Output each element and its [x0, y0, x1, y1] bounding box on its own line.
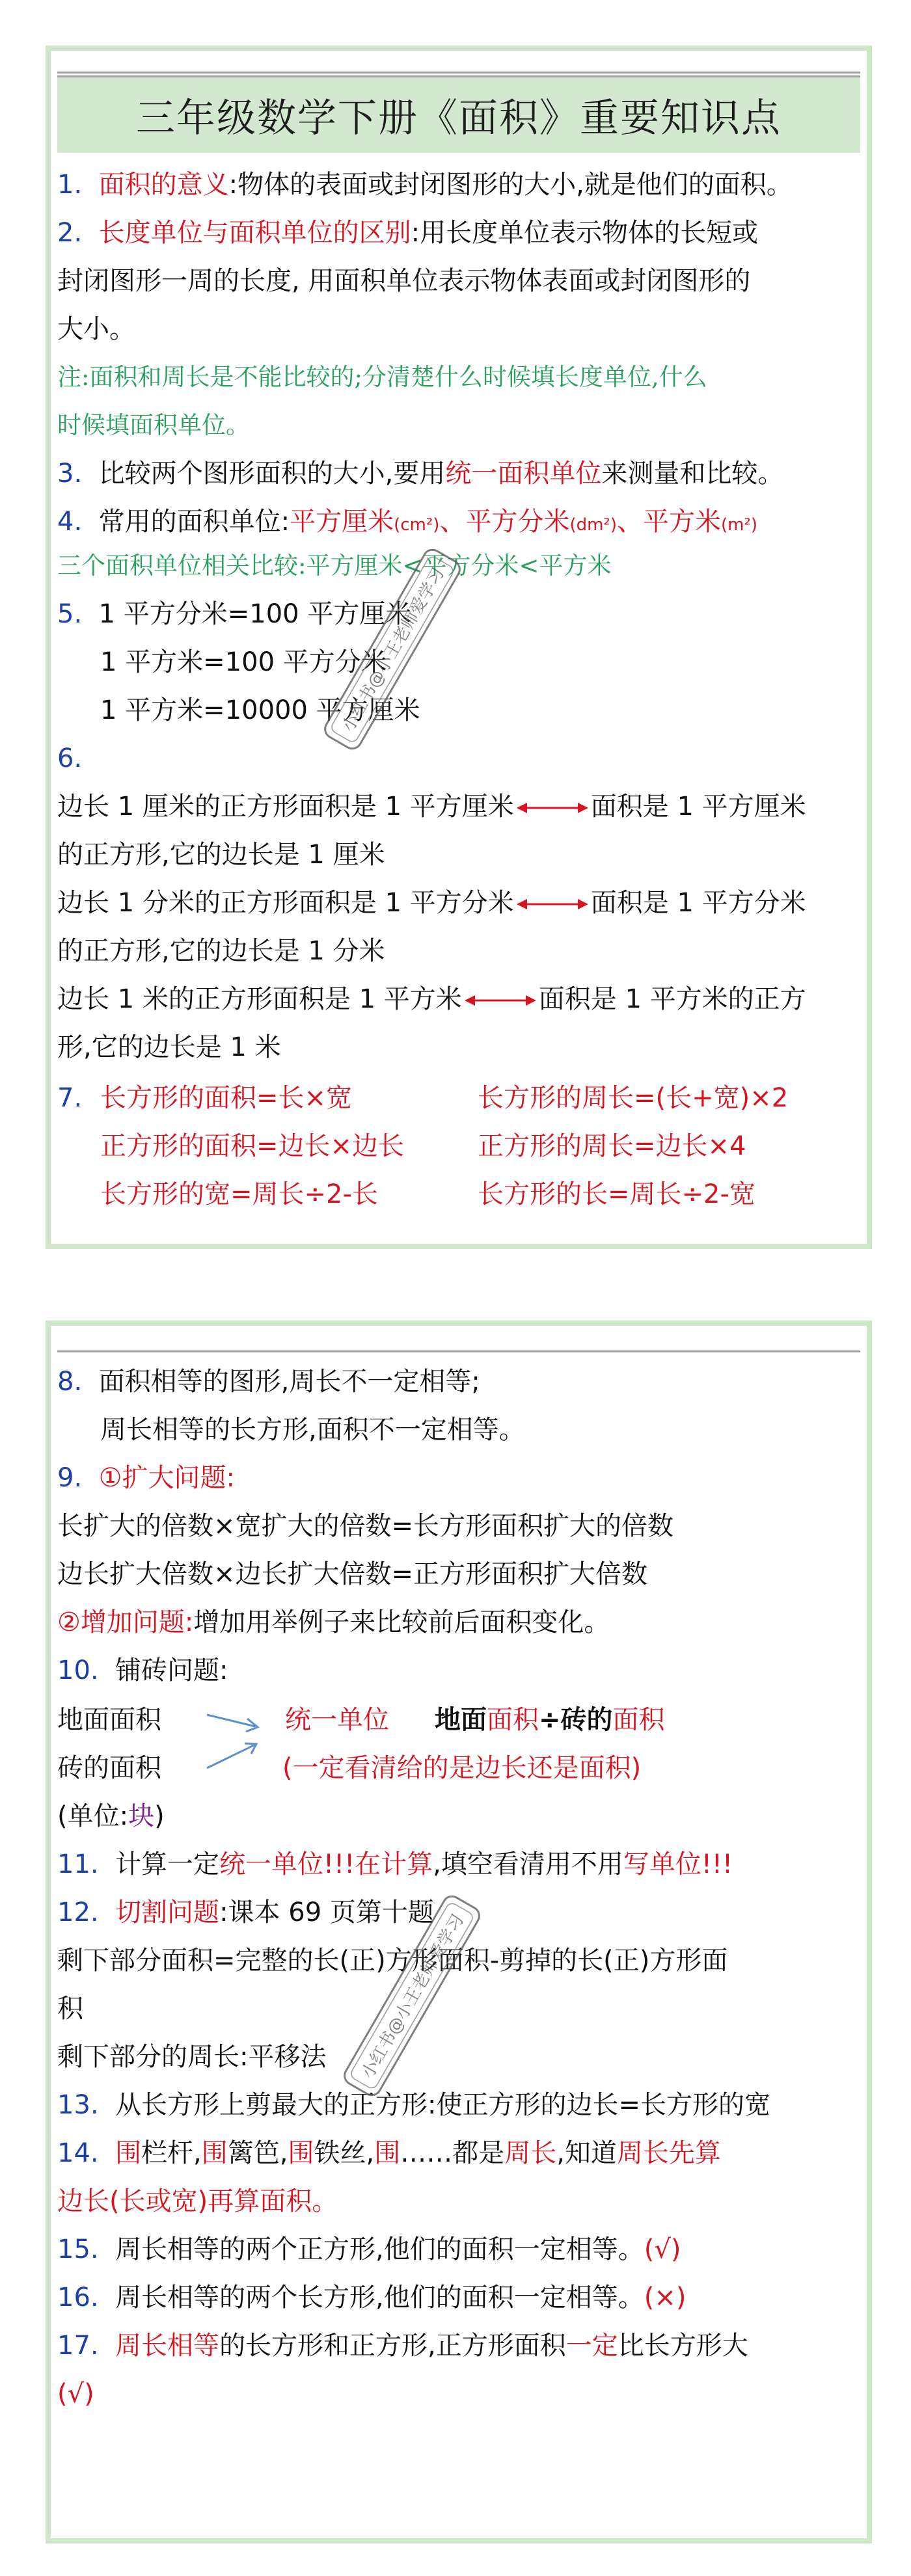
item-5-line-3: 1 平方米=10000 平方厘米 — [100, 695, 420, 725]
item-14-line-2: 边长(长或宽)再算面积。 — [57, 2186, 338, 2216]
item-1: 1. 面积的意义:物体的表面或封闭图形的大小,就是他们的面积。 — [57, 170, 793, 200]
item-9-line-3: ②增加问题:增加用举例子来比较前后面积变化。 — [57, 1607, 610, 1637]
item-13: 13. 从长方形上剪最大的正方形:使正方形的边长=长方形的宽 — [57, 2090, 771, 2120]
item-12-line-3: 剩下部分的周长:平移法 — [57, 2042, 327, 2072]
note-line-1: 注:面积和周长是不能比较的;分清楚什么时候填长度单位,什么 — [57, 363, 707, 391]
item-2: 2. 长度单位与面积单位的区别:用长度单位表示物体的长短或 — [57, 218, 759, 248]
brick-unit-note: (单位:块) — [57, 1801, 165, 1831]
item-17: 17. 周长相等的长方形和正方形,正方形面积一定比长方形大 — [57, 2331, 748, 2361]
item-6-row-3: 边长 1 米的正方形面积是 1 平方米 面积是 1 平方米的正方 — [57, 984, 806, 1014]
watermark-stamp-2 — [331, 1872, 493, 2119]
item-5-line-2: 1 平方米=100 平方分米 — [100, 647, 387, 677]
item-8-line-2: 周长相等的长方形,面积不一定相等。 — [100, 1415, 525, 1445]
item-11: 11. 计算一定统一单位!!!在计算,填空看清用不用写单位!!! — [57, 1849, 733, 1879]
item-6-row-1: 边长 1 厘米的正方形面积是 1 平方厘米 面积是 1 平方厘米 — [57, 792, 806, 822]
formula-square-area: 正方形的面积=边长×边长 — [100, 1131, 405, 1161]
page-title: 三年级数学下册《面积》重要知识点 — [57, 75, 860, 153]
check-side-or-area-note: (一定看清给的是边长还是面积) — [282, 1753, 642, 1783]
floor-area-label: 地面面积 — [57, 1705, 161, 1735]
item-8: 8. 面积相等的图形,周长不一定相等; — [57, 1367, 480, 1397]
item-9: 9. ①扩大问题: — [57, 1463, 235, 1493]
double-arrow-icon — [517, 896, 588, 912]
notes-card-1 — [46, 46, 872, 1249]
item-3: 3. 比较两个图形面积的大小,要用统一面积单位来测量和比较。 — [57, 459, 784, 489]
svg-text:小红书@小王老师爱学习: 小红书@小王老师爱学习 — [338, 564, 449, 736]
title-top-rule — [57, 72, 860, 74]
item-16: 16. 周长相等的两个长方形,他们的面积一定相等。(×) — [57, 2283, 687, 2313]
item-9-line-2: 边长扩大倍数×边长扩大倍数=正方形面积扩大倍数 — [57, 1559, 648, 1589]
unit-comparison: 三个面积单位相关比较:平方厘米<平方分米<平方米 — [57, 552, 612, 580]
item-12-line-1: 剩下部分面积=完整的长(正)方形面积-剪掉的长(正)方形面 — [57, 1946, 728, 1976]
item-2-line-2: 封闭图形一周的长度, 用面积单位表示物体表面或封闭图形的 — [57, 266, 751, 296]
item-2-line-3: 大小。 — [57, 314, 135, 344]
item-4: 4. 常用的面积单位:平方厘米(cm²)、平方分米(dm²)、平方米(m²) — [57, 507, 758, 537]
item-12-line-2: 积 — [57, 1994, 83, 2024]
formula-rect-width: 长方形的宽=周长÷2-长 — [100, 1179, 378, 1209]
arrow-right-down-icon — [204, 1710, 263, 1736]
svg-text:小红书@小王老师爱学习: 小红书@小王老师爱学习 — [358, 1911, 469, 2082]
brick-formula: 地面面积÷砖的面积 — [435, 1705, 665, 1735]
formula-rect-area: 长方形的面积=长×宽 — [100, 1083, 353, 1113]
item-6-row-3-cont: 形,它的边长是 1 米 — [57, 1032, 281, 1062]
brick-area-label: 砖的面积 — [57, 1753, 161, 1783]
item-10: 10. 铺砖问题: — [57, 1656, 228, 1685]
item-6-row-2-cont: 的正方形,它的边长是 1 分米 — [57, 936, 385, 966]
formula-square-perimeter: 正方形的周长=边长×4 — [478, 1131, 746, 1161]
item-6-row-1-cont: 的正方形,它的边长是 1 厘米 — [57, 840, 385, 870]
item-12: 12. 切割问题:课本 69 页第十题 — [57, 1898, 434, 1927]
item-14: 14. 围栏杆,围篱笆,围铁丝,围……都是周长,知道周长先算 — [57, 2138, 721, 2168]
formula-rect-length: 长方形的长=周长÷2-宽 — [478, 1179, 755, 1209]
item-6-row-2: 边长 1 分米的正方形面积是 1 平方分米 面积是 1 平方分米 — [57, 888, 806, 918]
item-6-number: 6. — [57, 744, 83, 773]
notes-card-2 — [46, 1321, 872, 2543]
item-5: 5. 1 平方分米=100 平方厘米 — [57, 599, 412, 629]
arrow-right-up-icon — [204, 1739, 263, 1772]
note-line-2: 时候填面积单位。 — [57, 411, 250, 439]
watermark-stamp — [311, 526, 474, 773]
item-7-number: 7. — [57, 1083, 83, 1113]
unify-units-label: 统一单位 — [285, 1705, 389, 1735]
item-9-line-1: 长扩大的倍数×宽扩大的倍数=长方形面积扩大的倍数 — [57, 1511, 674, 1541]
double-arrow-icon — [465, 993, 536, 1008]
card2-top-rule — [57, 1350, 860, 1352]
double-arrow-icon — [517, 800, 588, 816]
item-15: 15. 周长相等的两个正方形,他们的面积一定相等。(√) — [57, 2234, 681, 2264]
formula-rect-perimeter: 长方形的周长=(长+宽)×2 — [478, 1083, 789, 1113]
item-17-answer: (√) — [57, 2379, 94, 2409]
